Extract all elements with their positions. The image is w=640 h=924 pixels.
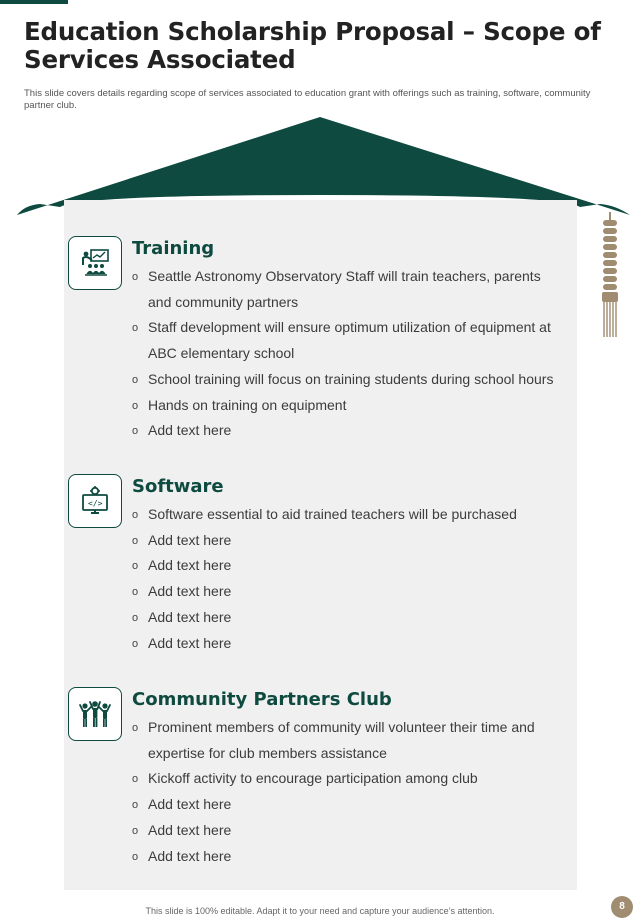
list-item: o Staff development will ensure optimum utilization of equipment at ABC elementary school <box>132 315 562 366</box>
bullet-circle-icon: o <box>132 799 139 812</box>
section-title: Software <box>132 476 224 497</box>
bullet-circle-icon: o <box>132 399 139 412</box>
page-subtitle: This slide covers details regarding scope of services associated to education grant with offerings such as training, software, community partner club. <box>24 88 591 111</box>
list-item: o Software essential to aid trained teachers will be purchased <box>132 502 562 528</box>
classroom-presentation-icon <box>68 236 122 290</box>
top-accent-bar <box>0 0 68 4</box>
list-item: o Add text here <box>132 792 562 818</box>
bullet-circle-icon: o <box>132 586 139 599</box>
section-title: Training <box>132 238 215 259</box>
list-item: o Seattle Astronomy Observatory Staff will train teachers, parents and community partners <box>132 264 562 315</box>
footer-note: This slide is 100% editable. Adapt it to your need and capture your audience’s attention. <box>145 906 495 916</box>
list-item: o Hands on training on equipment <box>132 393 562 419</box>
bullet-circle-icon: o <box>132 534 139 547</box>
bullet-circle-icon: o <box>132 773 139 786</box>
list-item: o Add text here <box>132 418 562 444</box>
list-item: o Add text here <box>132 631 562 657</box>
list-item: o Add text here <box>132 553 562 579</box>
list-item: o Add text here <box>132 844 562 870</box>
page-title: Education Scholarship Proposal – Scope of Services Associated <box>24 17 601 74</box>
people-group-icon <box>68 687 122 741</box>
section-title: Community Partners Club <box>132 689 392 710</box>
bullet-circle-icon: o <box>132 722 139 734</box>
bullet-circle-icon: o <box>132 637 139 650</box>
bullet-circle-icon: o <box>132 850 139 863</box>
bullet-circle-icon: o <box>132 509 139 521</box>
list-item: o Add text here <box>132 818 562 844</box>
bullet-circle-icon: o <box>132 560 139 573</box>
page-number-badge: 8 <box>611 896 633 918</box>
list-item: o Add text here <box>132 579 562 605</box>
bullet-list <box>132 264 562 444</box>
list-item: o Prominent members of community will volunteer their time and expertise for club members assistance <box>132 715 562 766</box>
bullet-list <box>132 715 562 869</box>
svg-text:</>: </> <box>88 499 103 508</box>
code-monitor-icon <box>68 474 122 528</box>
bullet-list <box>132 502 562 656</box>
bullet-circle-icon: o <box>132 373 139 386</box>
bullet-circle-icon: o <box>132 322 139 335</box>
bullet-circle-icon: o <box>132 271 139 283</box>
bullet-circle-icon: o <box>132 824 139 837</box>
list-item: o Add text here <box>132 605 562 631</box>
list-item: o Add text here <box>132 528 562 554</box>
bullet-circle-icon: o <box>132 611 139 624</box>
list-item: o School training will focus on training students during school hours <box>132 367 562 393</box>
list-item: o Kickoff activity to encourage participation among club <box>132 766 562 792</box>
bullet-circle-icon: o <box>132 425 139 438</box>
